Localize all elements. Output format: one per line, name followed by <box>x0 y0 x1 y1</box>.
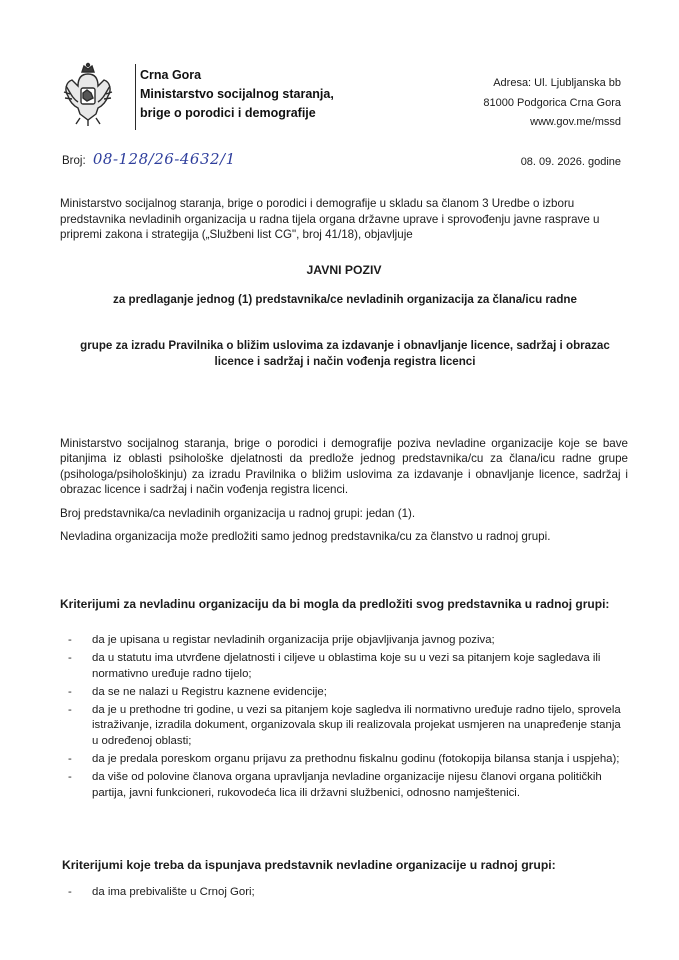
ministry-line-2: brige o porodici i demografije <box>140 106 316 120</box>
ministry-line-1: Ministarstvo socijalnog staranja, <box>140 87 334 101</box>
list-item-text: da u statutu ima utvrđene djelatnosti i ciljeve u oblastima koje su u vezi sa pitanjem koje sagledava ili normativno uređuje radno tijelo; <box>92 652 601 680</box>
list-item-text: da se ne nalazi u Registru kaznene evidencije; <box>92 685 327 698</box>
subtitle-line-2: grupe za izradu Pravilnika o bližim uslovima za izdavanje i obnavljanje licence, sadržaj i obrazac licence i sadržaj i način vođenja registra licenci <box>80 339 610 368</box>
document-title: JAVNI POZIV <box>306 263 382 277</box>
ministry-name <box>140 66 334 123</box>
list-item <box>68 633 628 648</box>
broj-label: Broj: <box>62 155 86 167</box>
list-item-text: da je u prethodne tri godine, u vezi sa pitanjem koje sagledva ili normativno uređuje radno tijelo, sprovela istraživanje, izradila dokument, organizovala skup ili realizovala projekat usmjeren na unapređenje stanja u određenoj oblasti; <box>92 704 621 747</box>
list-item-text: da je predala poreskom organu prijavu za prethodnu fiskalnu godinu (fotokopija bilansa stanja i uspjeha); <box>92 753 620 766</box>
dash-bullet: - <box>68 771 72 784</box>
address-website: www.gov.me/mssd <box>530 116 621 128</box>
list-item-text: da više od polovine članova organa upravljanja nevladine organizacije nijesu članovi organa političkih partija, javni funkcioneri, rukovodeća lica ili državni službenici, odnosno namještenici. <box>92 771 602 799</box>
body-paragraph: Broj predstavnika/ca nevladinih organizacija u radnoj grupi: jedan (1). <box>60 506 416 520</box>
org-criteria-heading: Kriterijumi za nevladinu organizaciju da bi mogla da predložiti svog predstavnika u radnoj grupi: <box>60 597 610 611</box>
dash-bullet: - <box>68 685 72 698</box>
dash-bullet: - <box>68 753 72 766</box>
list-item <box>68 770 628 801</box>
list-item <box>68 703 628 749</box>
list-item <box>68 885 628 900</box>
header-divider <box>135 64 136 130</box>
broj-value: 08-128/26-4632/1 <box>92 150 236 168</box>
address-block <box>483 74 621 133</box>
coat-of-arms-icon <box>62 62 114 130</box>
dash-bullet: - <box>68 886 72 898</box>
country-name: Crna Gora <box>140 68 202 82</box>
address-street: Adresa: Ul. Ljubljanska bb <box>493 77 621 89</box>
document-date: 08. 09. 2026. godine <box>520 156 621 168</box>
body-paragraph: Ministarstvo socijalnog staranja, brige o porodici i demografije poziva nevladine organizacije koje se bave pitanjima iz oblasti psihološke djelatnosti da predlože jednog predstavnika/cu za člana/icu radne grupe (psihologa/psihološkinju) za izradu Pravilnika o bližim uslovima za izdavanje i obnavljanje licence, sadržaj i obrazac licence i sadržaj i način vođenja registra licenci. <box>60 437 628 497</box>
intro-paragraph: Ministarstvo socijalnog staranja, brige o porodici i demografije u skladu sa članom 3 Uredbe o izboru predstavnika nevladinih organizacija u radna tijela organa državne uprave i sprovođenju javne rasprave u pripremi zakona i strategija („Službeni list CG", broj 41/18), objavljuje <box>60 197 600 241</box>
org-criteria-list <box>68 633 628 804</box>
list-item <box>68 752 628 767</box>
list-item <box>68 685 628 700</box>
subtitle-line-1: za predlaganje jednog (1) predstavnika/ce nevladinih organizacija za člana/icu radne <box>113 293 577 306</box>
dash-bullet: - <box>68 634 72 646</box>
list-item-text: da ima prebivalište u Crnoj Gori; <box>92 886 255 898</box>
dash-bullet: - <box>68 704 72 717</box>
list-item-text: da je upisana u registar nevladinih organizacija prije objavljivanja javnog poziva; <box>92 634 495 646</box>
body-paragraph: Nevladina organizacija može predložiti samo jednog predstavnika/cu za članstvo u radnoj grupi. <box>60 530 551 544</box>
address-city: 81000 Podgorica Crna Gora <box>483 96 621 109</box>
dash-bullet: - <box>68 652 72 665</box>
reference-number <box>62 150 236 168</box>
body-text <box>60 436 628 552</box>
rep-criteria-heading: Kriterijumi koje treba da ispunjava predstavnik nevladine organizacije u radnoj grupi: <box>62 858 556 872</box>
rep-criteria-list <box>68 885 628 900</box>
list-item <box>68 651 628 682</box>
